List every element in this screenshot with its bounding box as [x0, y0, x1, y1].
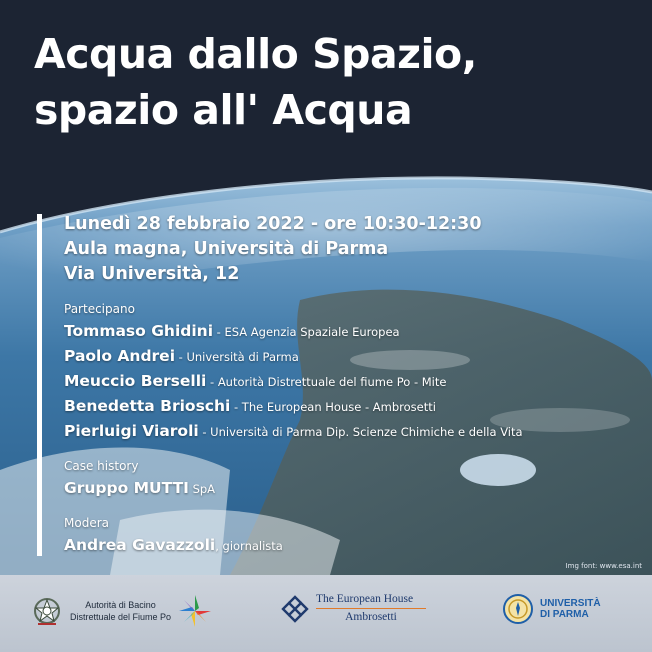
- logo-divider: [316, 608, 426, 609]
- participant-name: Pierluigi Viaroli: [64, 422, 199, 440]
- european-house-name: The European House: [316, 593, 414, 605]
- autorita-bacino-line1: Autorità di Bacino: [85, 600, 156, 610]
- moderator-label: Modera: [64, 516, 109, 530]
- participant-affiliation: - Università di Parma Dip. Scienze Chimiche e della Vita: [198, 425, 523, 439]
- event-date-time: Lunedì 28 febbraio 2022 - ore 10:30-12:30: [64, 214, 482, 234]
- participant-name: Benedetta Brioschi: [64, 397, 231, 415]
- moderator-name: Andrea Gavazzoli: [64, 536, 216, 554]
- ambrosetti-lattice-icon: [280, 595, 310, 623]
- case-history-label: Case history: [64, 459, 139, 473]
- event-venue: Aula magna, Università di Parma: [64, 239, 389, 259]
- participant-row: [64, 419, 523, 444]
- participant-affiliation: - ESA Agenzia Spaziale Europea: [213, 325, 400, 339]
- participant-affiliation: - Autorità Distrettuale del fiume Po - Mite: [206, 375, 447, 389]
- participant-name: Tommaso Ghidini: [64, 322, 214, 340]
- autorita-bacino-text: [70, 599, 171, 623]
- participant-row: [64, 319, 523, 344]
- universita-line2: DI PARMA: [540, 609, 589, 620]
- autorita-bacino-line2: Distrettuale del Fiume Po: [70, 612, 172, 622]
- moderator-role: , giornalista: [215, 539, 283, 553]
- autorita-bacino-logo: [32, 593, 213, 629]
- italian-republic-emblem-icon: [32, 594, 62, 628]
- event-title: [34, 26, 477, 138]
- participant-affiliation: - The European House - Ambrosetti: [230, 400, 436, 414]
- european-house-ambrosetti-logo: [280, 593, 426, 624]
- participant-name: Meuccio Berselli: [64, 372, 207, 390]
- participant-row: [64, 394, 523, 419]
- event-title-line2: spazio all' Acqua: [34, 86, 413, 134]
- european-house-ambrosetti-text: [316, 593, 426, 624]
- participant-name: Paolo Andrei: [64, 347, 176, 365]
- universita-parma-text: [540, 598, 601, 620]
- case-history-row: [64, 476, 523, 501]
- participant-row: [64, 369, 523, 394]
- participant-affiliation: - Università di Parma: [175, 350, 299, 364]
- case-history-name: Gruppo MUTTI: [64, 479, 189, 497]
- po-river-star-icon: [177, 593, 213, 629]
- sponsor-footer: [0, 575, 652, 652]
- event-address: Via Università, 12: [64, 264, 240, 284]
- image-credit: Img font: www.esa.int: [565, 562, 642, 570]
- accent-bar: [37, 214, 42, 556]
- universita-parma-logo: [502, 593, 601, 625]
- ambrosetti-name: Ambrosetti: [345, 611, 397, 623]
- participant-row: [64, 344, 523, 369]
- university-seal-icon: [502, 593, 534, 625]
- participants-label: Partecipano: [64, 302, 135, 316]
- case-history-suffix: SpA: [188, 482, 216, 496]
- moderator-row: [64, 533, 523, 558]
- event-details: [64, 212, 523, 558]
- universita-line1: UNIVERSITÀ: [540, 598, 601, 609]
- event-title-line1: Acqua dallo Spazio,: [34, 30, 477, 78]
